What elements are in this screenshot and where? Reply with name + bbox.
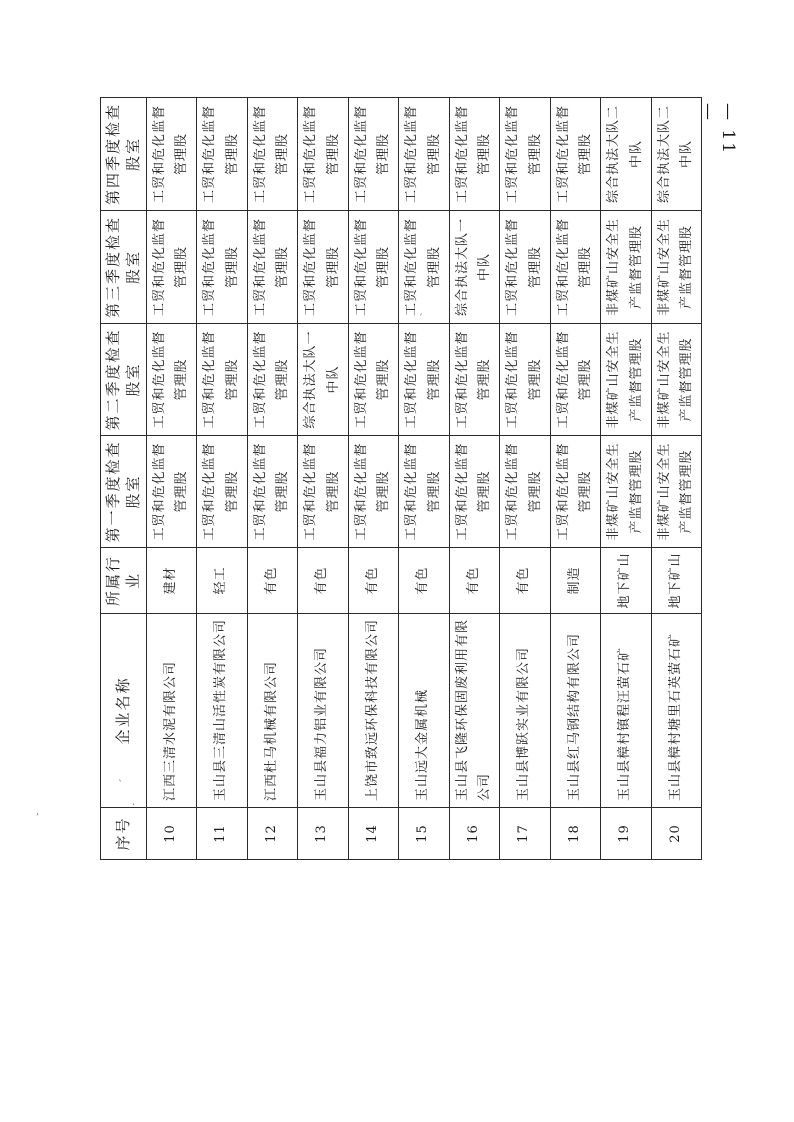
inspection-table-container [100, 98, 695, 860]
scan-speck: ˊ [418, 314, 423, 325]
cell-industry: 有色 [348, 548, 399, 614]
cell-q1: 非煤矿山安全生产监督管理股 [651, 436, 702, 548]
cell-q3: 工贸和危化监督管理股 [399, 211, 450, 324]
cell-q4: 工贸和危化监督管理股 [550, 98, 601, 211]
cell-company: 玉山县博跃实业有限公司 [500, 614, 551, 808]
cell-q3: 工贸和危化监督管理股 [298, 211, 349, 324]
table-row [651, 98, 702, 860]
cell-industry: 有色 [298, 548, 349, 614]
cell-q1: 工贸和危化监督管理股 [449, 436, 500, 548]
cell-seq: 12 [247, 808, 298, 860]
cell-seq: 13 [298, 808, 349, 860]
cell-q2: 工贸和危化监督管理股 [500, 324, 551, 436]
table-row [399, 98, 450, 860]
cell-company: 江西三清水泥有限公司 [146, 614, 197, 808]
cell-company: 玉山县红马钢结构有限公司 [550, 614, 601, 808]
cell-q3: 综合执法大队一中队 [449, 211, 500, 324]
cell-q3: 工贸和危化监督管理股 [348, 211, 399, 324]
header-q2: 第二季度检查股室 [101, 324, 147, 436]
table-row [298, 98, 349, 860]
cell-q2: 工贸和危化监督管理股 [399, 324, 450, 436]
cell-q1: 工贸和危化监督管理股 [298, 436, 349, 548]
table-row [197, 98, 248, 860]
cell-industry: 有色 [399, 548, 450, 614]
cell-company: 上饶市致远环保科技有限公司 [348, 614, 399, 808]
table-row [348, 98, 399, 860]
cell-q4: 工贸和危化监督管理股 [348, 98, 399, 211]
cell-industry: 制造 [550, 548, 601, 614]
cell-seq: 18 [550, 808, 601, 860]
cell-q3: 工贸和危化监督管理股 [500, 211, 551, 324]
table-header-row [101, 98, 147, 860]
cell-q4: 综合执法大队二中队 [651, 98, 702, 211]
cell-q3: 非煤矿山安全生产监督管理股 [651, 211, 702, 324]
header-q3: 第三季度检查股室 [101, 211, 147, 324]
cell-q3: 非煤矿山安全生产监督管理股 [601, 211, 652, 324]
cell-q2: 非煤矿山安全生产监督管理股 [601, 324, 652, 436]
page-number: — 11 — [698, 103, 738, 156]
cell-q2: 工贸和危化监督管理股 [348, 324, 399, 436]
cell-q2: 工贸和危化监督管理股 [247, 324, 298, 436]
cell-q2: 工贸和危化监督管理股 [197, 324, 248, 436]
header-q1: 第一季度检查股室 [101, 436, 147, 548]
cell-q4: 综合执法大队二中队 [601, 98, 652, 211]
cell-q4: 工贸和危化监督管理股 [399, 98, 450, 211]
scan-speck: ‚ [36, 806, 40, 817]
cell-q4: 工贸和危化监督管理股 [500, 98, 551, 211]
scan-speck: ˋ [118, 780, 123, 791]
cell-q3: 工贸和危化监督管理股 [247, 211, 298, 324]
inspection-schedule-table [100, 97, 702, 860]
cell-company: 玉山县樟村镇程汪萤石矿 [601, 614, 652, 808]
table-row [146, 98, 197, 860]
cell-q4: 工贸和危化监督管理股 [146, 98, 197, 211]
header-q4: 第四季度检查股室 [101, 98, 147, 211]
cell-q1: 工贸和危化监督管理股 [247, 436, 298, 548]
cell-q3: 工贸和危化监督管理股 [146, 211, 197, 324]
cell-q4: 工贸和危化监督管理股 [247, 98, 298, 211]
cell-industry: 建材 [146, 548, 197, 614]
scan-speck: · [132, 800, 136, 811]
cell-industry: 轻工 [197, 548, 248, 614]
cell-q4: 工贸和危化监督管理股 [449, 98, 500, 211]
cell-q1: 工贸和危化监督管理股 [550, 436, 601, 548]
cell-q3: 工贸和危化监督管理股 [550, 211, 601, 324]
cell-q1: 非煤矿山安全生产监督管理股 [601, 436, 652, 548]
cell-q1: 工贸和危化监督管理股 [348, 436, 399, 548]
cell-seq: 20 [651, 808, 702, 860]
cell-seq: 16 [449, 808, 500, 860]
cell-q2: 综合执法大队一中队 [298, 324, 349, 436]
header-company: 企业名称 [101, 614, 147, 808]
cell-seq: 17 [500, 808, 551, 860]
cell-company: 江西杜马机械有限公司 [247, 614, 298, 808]
cell-q1: 工贸和危化监督管理股 [197, 436, 248, 548]
cell-q1: 工贸和危化监督管理股 [146, 436, 197, 548]
cell-industry: 有色 [449, 548, 500, 614]
cell-company: 玉山县三清山活性炭有限公司 [197, 614, 248, 808]
cell-seq: 11 [197, 808, 248, 860]
cell-company: 玉山县福力铝业有限公司 [298, 614, 349, 808]
table-row [500, 98, 551, 860]
cell-q4: 工贸和危化监督管理股 [197, 98, 248, 211]
cell-q1: 工贸和危化监督管理股 [500, 436, 551, 548]
cell-seq: 10 [146, 808, 197, 860]
table-row [247, 98, 298, 860]
cell-company: 玉山县樟村塘里石英萤石矿 [651, 614, 702, 808]
header-seq: 序号 [101, 808, 147, 860]
cell-q3: 工贸和危化监督管理股 [197, 211, 248, 324]
table-row [449, 98, 500, 860]
cell-industry: 有色 [500, 548, 551, 614]
cell-seq: 15 [399, 808, 450, 860]
cell-industry: 地下矿山 [601, 548, 652, 614]
cell-seq: 19 [601, 808, 652, 860]
cell-q4: 工贸和危化监督管理股 [298, 98, 349, 211]
cell-q1: 工贸和危化监督管理股 [399, 436, 450, 548]
cell-company: 玉山县飞隆环保固废利用有限公司 [449, 614, 500, 808]
cell-q2: 工贸和危化监督管理股 [146, 324, 197, 436]
cell-q2: 工贸和危化监督管理股 [550, 324, 601, 436]
cell-company: 玉山远大金属机械 [399, 614, 450, 808]
cell-q2: 非煤矿山安全生产监督管理股 [651, 324, 702, 436]
cell-q2: 工贸和危化监督管理股 [449, 324, 500, 436]
cell-industry: 地下矿山 [651, 548, 702, 614]
header-industry: 所属行业 [101, 548, 147, 614]
table-row [550, 98, 601, 860]
cell-seq: 14 [348, 808, 399, 860]
cell-industry: 有色 [247, 548, 298, 614]
table-row [601, 98, 652, 860]
